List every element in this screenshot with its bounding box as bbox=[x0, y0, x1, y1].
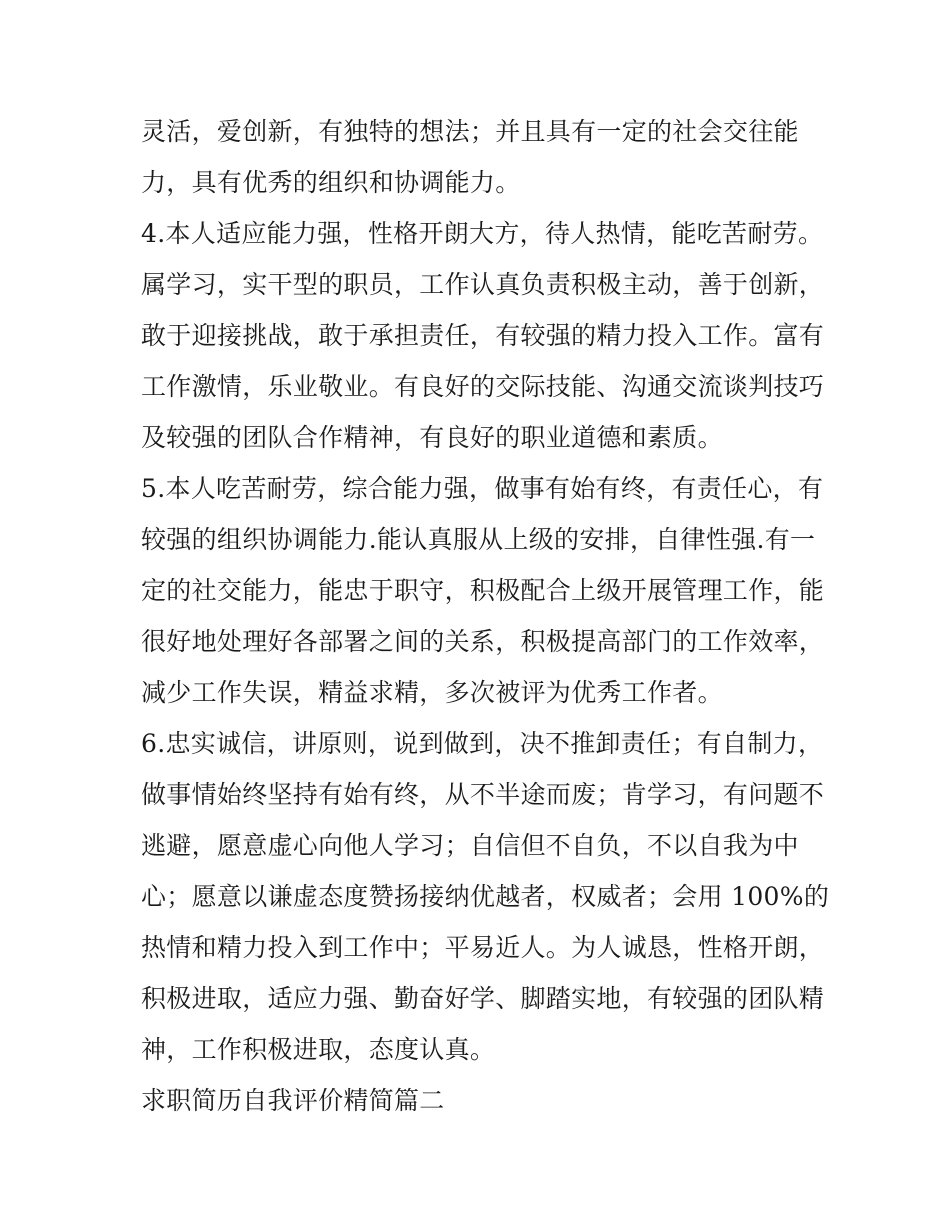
text-line: 减少工作失误，精益求精，多次被评为优秀工作者。 bbox=[141, 678, 723, 707]
text-line: 力，具有优秀的组织和协调能力。 bbox=[141, 168, 521, 197]
section-heading: 求职简历自我评价精简篇二 bbox=[141, 1086, 445, 1115]
text-line: 较强的组织协调能力.能认真服从上级的安排，自律性强.有一 bbox=[141, 525, 816, 554]
document-body bbox=[141, 106, 830, 1126]
text-line: 定的社交能力，能忠于职守，积极配合上级开展管理工作，能 bbox=[141, 576, 825, 605]
text-line: 敢于迎接挑战，敢于承担责任，有较强的精力投入工作。富有 bbox=[141, 321, 825, 350]
text-line: 神，工作积极进取，态度认真。 bbox=[141, 1035, 496, 1064]
text-line: 工作激情，乐业敬业。有良好的交际技能、沟通交流谈判技巧 bbox=[141, 372, 825, 401]
text-line: 热情和精力投入到工作中；平易近人。为人诚恳，性格开朗， bbox=[141, 933, 825, 962]
text-line: 属学习，实干型的职员，工作认真负责积极主动，善于创新， bbox=[141, 270, 825, 299]
text-line: 4.本人适应能力强，性格开朗大方，待人热情，能吃苦耐劳。 bbox=[141, 219, 824, 248]
text-line: 及较强的团队合作精神，有良好的职业道德和素质。 bbox=[141, 423, 723, 452]
text-line: 6.忠实诚信，讲原则，说到做到，决不推卸责任；有自制力， bbox=[141, 729, 824, 758]
text-line: 很好地处理好各部署之间的关系，积极提高部门的工作效率， bbox=[141, 627, 825, 656]
text-line: 心；愿意以谦虚态度赞扬接纳优越者，权威者；会用 100%的 bbox=[141, 882, 830, 911]
text-line: 做事情始终坚持有始有终，从不半途而废；肯学习，有问题不 bbox=[141, 780, 825, 809]
text-line: 积极进取，适应力强、勤奋好学、脚踏实地，有较强的团队精 bbox=[141, 984, 825, 1013]
text-line: 灵活，爱创新，有独特的想法；并且具有一定的社会交往能 bbox=[141, 117, 799, 146]
text-line: 逃避，愿意虚心向他人学习；自信但不自负，不以自我为中 bbox=[141, 831, 799, 860]
text-line: 5.本人吃苦耐劳，综合能力强，做事有始有终，有责任心，有 bbox=[141, 474, 824, 503]
